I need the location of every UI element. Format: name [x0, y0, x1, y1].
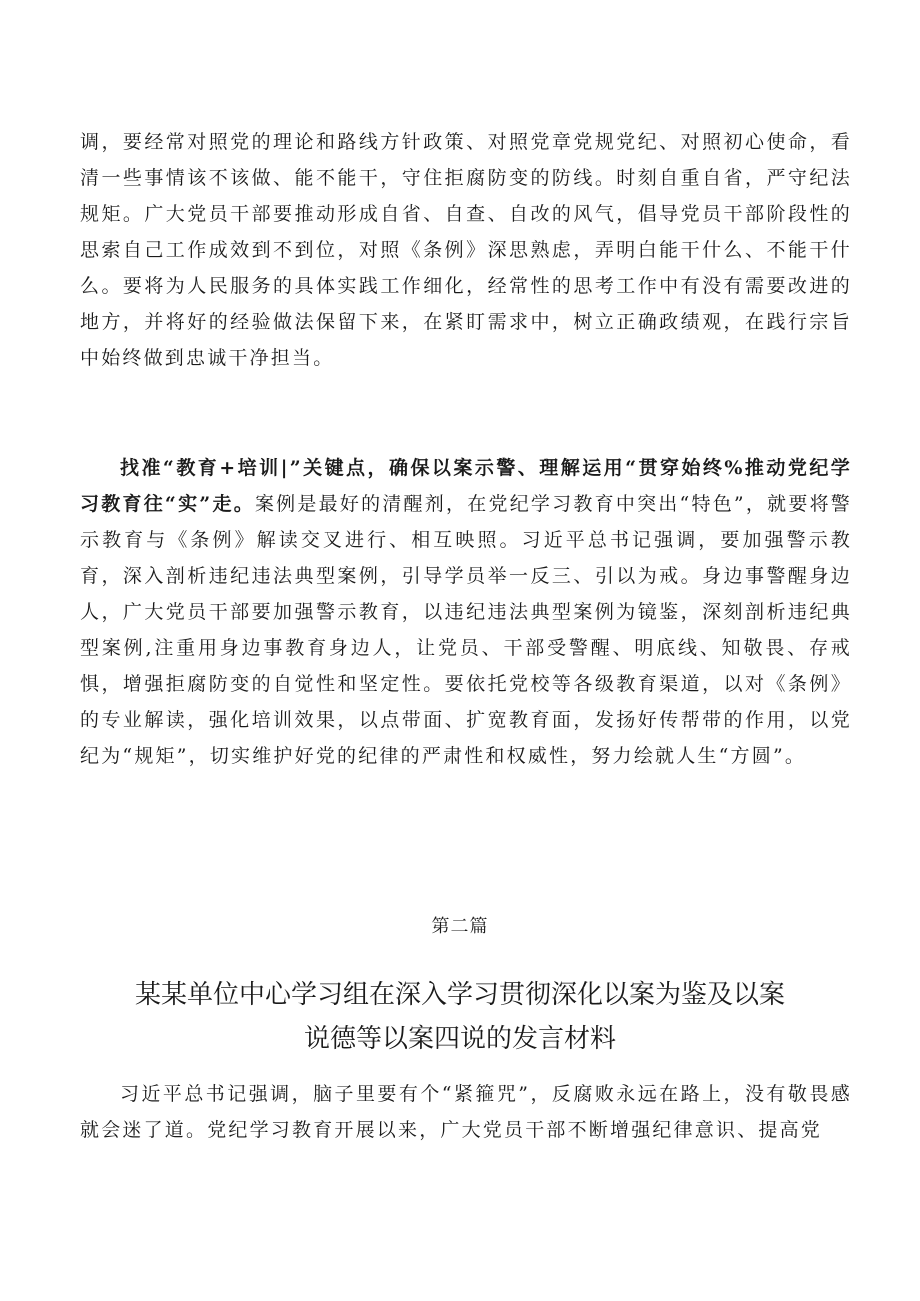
document-title [110, 973, 810, 1061]
paragraph-lead-sentence: 找准“教育+培训|”关键点，确保以案示警、理解运用“贯穿始终%推动党纪学习教育往“实”走。 [80, 457, 852, 515]
document-title-line-1: 某某单位中心学习组在深入学习贯彻深化以案为鉴及以案 [134, 980, 785, 1010]
body-paragraph-opening: 习近平总书记强调，脑子里要有个“紧箍咒”，反腐败永远在路上，没有敬畏感就会迷了道。党纪学习教育开展以来，广大党员干部不断增强纪律意识、提高党 [80, 1083, 852, 1141]
document-title-line-2: 说德等以案四说的发言材料 [303, 1024, 616, 1054]
body-paragraph-continuation: 调，要经常对照党的理论和路线方针政策、对照党章党规党纪、对照初心使命，看清一些事情该不该做、能不能干，守住拒腐防变的防线。时刻自重自省，严守纪法规矩。广大党员干部要推动形成自省、自查、自改的风气，倡导党员干部阶段性的思索自己工作成效到不到位，对照《条例》深思熟虑，弄明白能干什么、不能干什么。要将为人民服务的具体实践工作细化，经常性的思考工作中有没有需要改进的地方，并将好的经验做法保留下来，在紧盯需求中，树立正确政绩观，在践行宗旨中始终做到忠诚干净担当。 [80, 131, 852, 369]
body-paragraph-case-education [80, 450, 852, 774]
section-label: 第二篇 [431, 916, 489, 937]
paragraph-body-text: 案例是最好的清醒剂，在党纪学习教育中突出“特色”，就要将警示教育与《条例》解读交叉进行、相互映照。习近平总书记强调，要加强警示教育，深入剖析违纪违法典型案例，引导学员举一反三、引以为戒。身边事警醒身边人，广大党员干部要加强警示教育，以违纪违法典型案例为镜鉴，深刻剖析违纪典型案例,注重用身边事教育身边人，让党员、干部受警醒、明底线、知敬畏、存戒惧，增强拒腐防变的自觉性和坚定性。要依托党校等各级教育渠道，以对《条例》的专业解读，强化培训效果，以点带面、扩宽教育面，发扬好传帮带的作用，以党纪为“规矩”，切实维护好党的纪律的严肃性和权威性，努力绘就人生“方圆”。 [80, 493, 852, 767]
